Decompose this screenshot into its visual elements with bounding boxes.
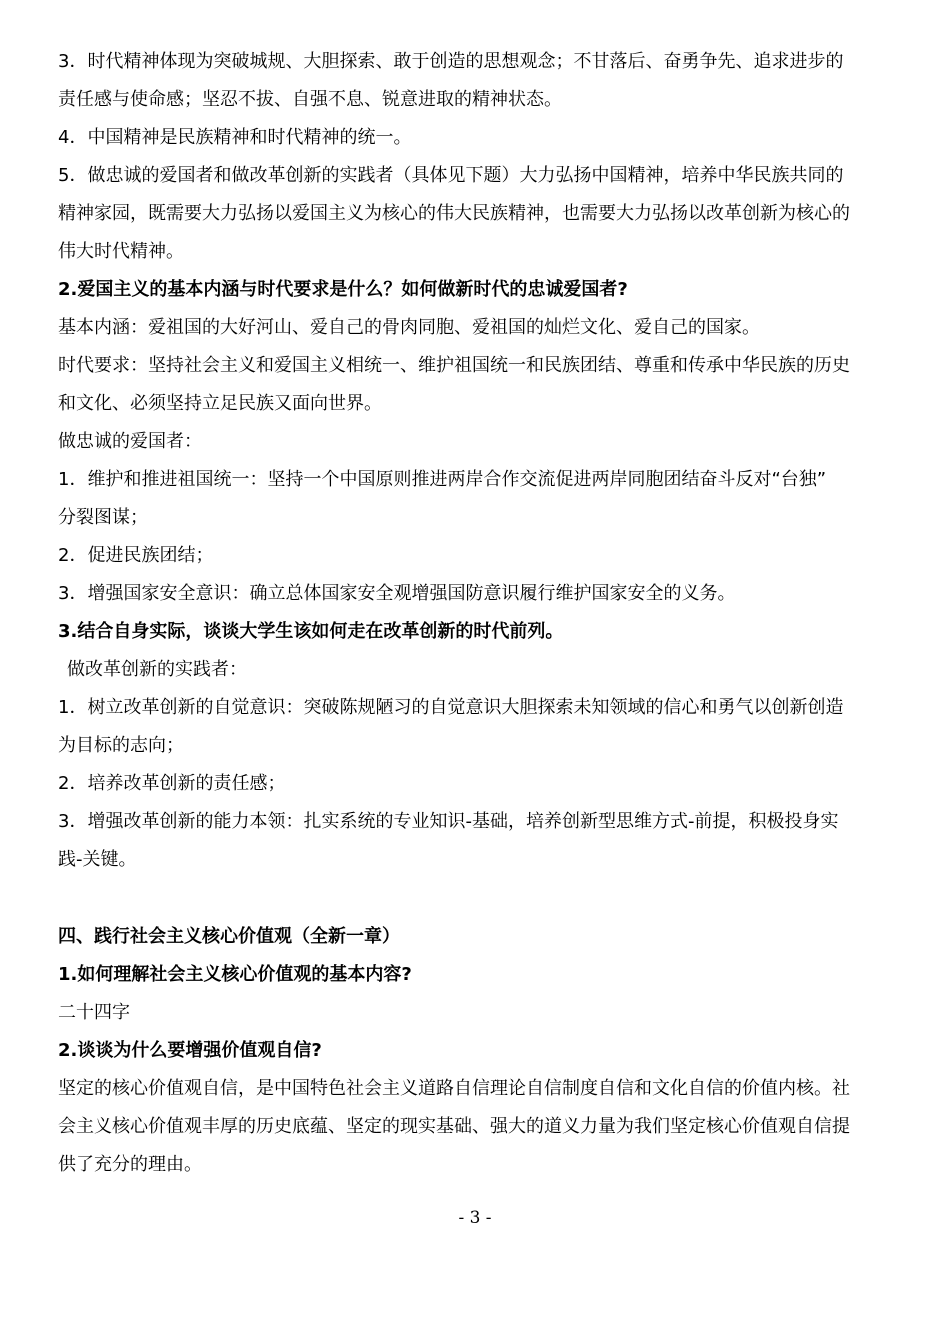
paragraph-line: 分裂图谋； [58, 507, 148, 528]
paragraph-line: 做忠诚的爱国者： [58, 431, 202, 452]
paragraph-line: 为目标的志向； [58, 735, 184, 756]
paragraph-line: 坚定的核心价值观自信，是中国特色社会主义道路自信理论自信制度自信和文化自信的价值内核。社 [58, 1078, 850, 1099]
question-heading: 3.结合自身实际，谈谈大学生该如何走在改革创新的时代前列。 [58, 621, 564, 642]
page-number: - 3 - [458, 1208, 492, 1228]
paragraph-line: 1．维护和推进祖国统一：坚持一个中国原则推进两岸合作交流促进两岸同胞团结奋斗反对“台独” [58, 469, 827, 490]
paragraph-line: 时代要求：坚持社会主义和爱国主义相统一、维护祖国统一和民族团结、尊重和传承中华民族的历史 [58, 355, 850, 376]
paragraph-line: 和文化、必须坚持立足民族又面向世界。 [58, 393, 382, 414]
paragraph-line: 供了充分的理由。 [58, 1154, 202, 1175]
paragraph-line: 践-关键。 [58, 849, 137, 870]
paragraph-line: 2．培养改革创新的责任感； [58, 773, 286, 794]
paragraph-line: 精神家园，既需要大力弘扬以爱国主义为核心的伟大民族精神，也需要大力弘扬以改革创新为核心的 [58, 203, 850, 224]
paragraph-line: 3．时代精神体现为突破城规、大胆探索、敢于创造的思想观念；不甘落后、奋勇争先、追求进步的 [58, 51, 844, 72]
paragraph-line: 2．促进民族团结； [58, 545, 214, 566]
paragraph-line: 伟大时代精神。 [58, 241, 184, 262]
paragraph-line: 3．增强国家安全意识：确立总体国家安全观增强国防意识履行维护国家安全的义务。 [58, 583, 736, 604]
paragraph-line: 基本内涵：爱祖国的大好河山、爱自己的骨肉同胞、爱祖国的灿烂文化、爱自己的国家。 [58, 317, 760, 338]
paragraph-line: 4．中国精神是民族精神和时代精神的统一。 [58, 127, 412, 148]
paragraph-line: 3．增强改革创新的能力本领：扎实系统的专业知识-基础，培养创新型思维方式-前提，积极投身实 [58, 811, 839, 832]
section-gap [58, 879, 894, 918]
paragraph-line: 5．做忠诚的爱国者和做改革创新的实践者（具体见下题）大力弘扬中国精神，培养中华民族共同的 [58, 165, 844, 186]
document-page [58, 43, 894, 1184]
paragraph-line: 会主义核心价值观丰厚的历史底蕴、坚定的现实基础、强大的道义力量为我们坚定核心价值观自信提 [58, 1116, 850, 1137]
subheading: 做改革创新的实践者： [67, 659, 247, 680]
question-heading: 1.如何理解社会主义核心价值观的基本内容? [58, 964, 412, 985]
paragraph-line: 责任感与使命感；坚忍不拔、自强不息、锐意进取的精神状态。 [58, 89, 562, 110]
paragraph-line: 1．树立改革创新的自觉意识：突破陈规陋习的自觉意识大胆探索未知领域的信心和勇气以创新创造 [58, 697, 844, 718]
question-heading: 2.爱国主义的基本内涵与时代要求是什么？如何做新时代的忠诚爱国者? [58, 279, 628, 300]
paragraph-line: 二十四字 [58, 1002, 130, 1023]
chapter-heading: 四、践行社会主义核心价值观（全新一章） [58, 926, 400, 947]
question-heading: 2.谈谈为什么要增强价值观自信? [58, 1040, 322, 1061]
